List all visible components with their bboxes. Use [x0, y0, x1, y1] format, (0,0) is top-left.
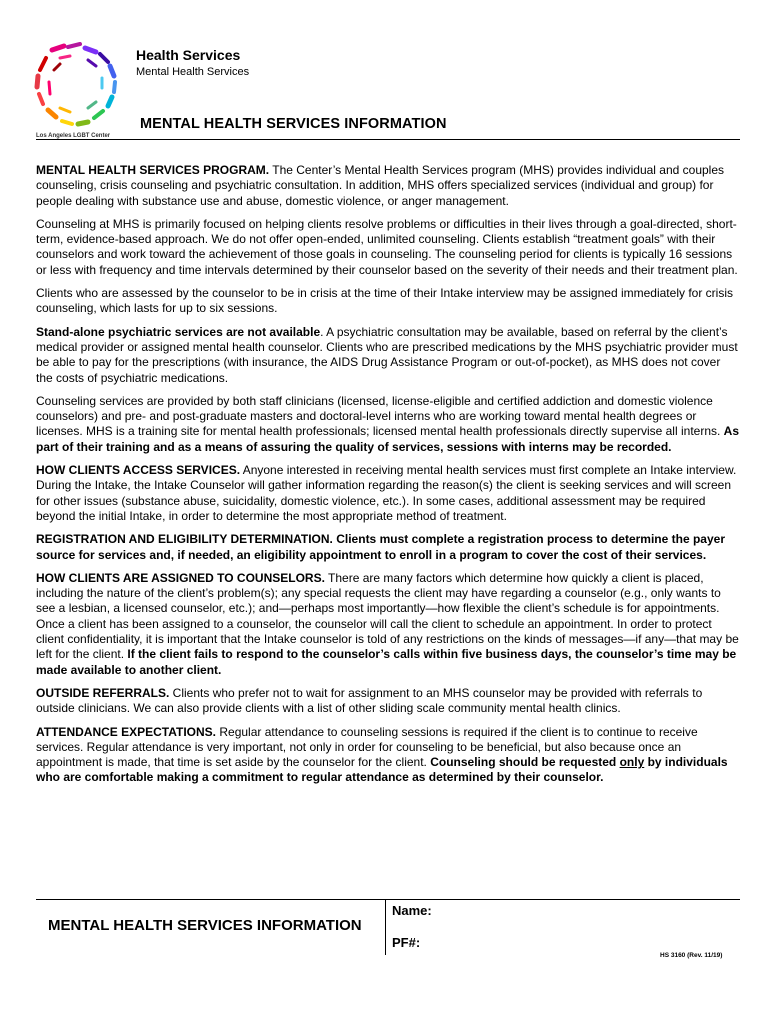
assignment-paragraph — [36, 571, 740, 678]
attendance-notice-end: by individuals who are comfortable making a commitment to regular attendance as determined by their counselor. — [36, 755, 728, 785]
header-title: Health Services — [136, 47, 241, 63]
registration-text: Clients must complete a registration process to determine the payer source for services and, if needed, an eligibility appointment to enroll in a program to cover the cost of their services. — [36, 532, 725, 562]
attendance-notice-emphasis: only — [619, 755, 645, 770]
assignment-notice: If the client fails to respond to the counselor’s calls within five business days, the counselor’s time may be made available to another client. — [36, 647, 737, 677]
attendance-heading: ATTENDANCE EXPECTATIONS. — [36, 724, 217, 739]
assignment-heading: HOW CLIENTS ARE ASSIGNED TO COUNSELORS. — [36, 570, 325, 585]
document-body — [36, 163, 740, 794]
footer-divider — [36, 899, 740, 900]
access-heading: HOW CLIENTS ACCESS SERVICES. — [36, 463, 241, 478]
footer-title: MENTAL HEALTH SERVICES INFORMATION — [48, 917, 362, 934]
counseling-focus-text: Counseling at MHS is primarily focused on helping clients resolve problems or difficulties in their lives through a goal-directed, short-term, evidence-based approach. We do not offer open-ended, unlimited counseling. Clients establish “treatment goals” with their counselors and work toward the achievement of those goals in counseling. The counseling period for clients is typically 16 sessions or less with frequency and time intervals determined by their counselor based on the severity of their needs and their treatment plan. — [36, 216, 738, 277]
form-number: HS 3160 (Rev. 11/19) — [660, 952, 723, 959]
crisis-text: Clients who are assessed by the counselor to be in crisis at the time of their Intake interview may be assigned immediately for crisis counseling, which lasts for up to six sessions. — [36, 286, 733, 316]
referrals-paragraph — [36, 686, 740, 717]
document-title: MENTAL HEALTH SERVICES INFORMATION — [140, 116, 447, 132]
header-subtitle: Mental Health Services — [136, 66, 250, 78]
footer-column-divider — [385, 899, 386, 955]
psychiatric-text: . A psychiatric consultation may be available, based on referral by the client’s medical provider or assigned mental health counselor. Clients who are prescribed medications by the MHS psychiatric provider must be able to pay for the prescriptions (with insurance, the AIDS Drug Assistance Program or out-of-pocket), as MHS does not cover the costs of psychiatric medications. — [36, 324, 738, 385]
access-text: Anyone interested in receiving mental health services must first complete an Intake interview. During the Intake, the Intake Counselor will gather information regarding the reason(s) the client is seeking services and will screen for other issues (substance abuse, suicidality, domestic violence, etc.). In some cases, additional assessment may be required beyond the initial Intake, in order to determine the most appropriate method of treatment. — [36, 463, 737, 523]
title-divider — [36, 139, 740, 140]
providers-paragraph — [36, 394, 740, 455]
providers-text: Counseling services are provided by both staff clinicians (licensed, license-eligible and certified addiction and domestic violence counselors) and pre- and post-graduate masters and doctoral-level interns who are working toward mental health degrees or licenses. MHS is a training site for mental health professionals; licensed mental health professionals directly supervise all interns. — [36, 393, 724, 439]
providers-recording-notice: As part of their training and as a means of assuring the quality of services, sessions with interns may be recorded. — [36, 424, 740, 454]
referrals-text: Clients who prefer not to wait for assignment to an MHS counselor may be provided with referrals to outside clinicians. We can also provide clients with a list of other sliding scale community mental health clinics. — [36, 685, 703, 716]
logo-caption: Los Angeles LGBT Center — [36, 133, 111, 139]
registration-paragraph — [36, 532, 740, 563]
access-paragraph — [36, 463, 740, 524]
assignment-text: There are many factors which determine how quickly a client is placed, including the nature of the client’s problem(s); any special requests the client may have regarding a counselor (e.g., only wants to see a lesbian, a licensed counselor, etc.); and—perhaps most importantly—how flexible the client’s schedule is for appointments. Once a client has been assigned to a counselor, the counselor will call the client to schedule an appointment. In order to protect client confidentiality, it is important that the Intake counselor is told of any restrictions on the kinds of messages—if any—that may be left for the client. — [36, 570, 739, 662]
attendance-text: Regular attendance to counseling sessions is required if the client is to continue to receive services. Regular attendance is very important, not only in order for counseling to be beneficial, but also because once an appointment is made, that time is set aside by the counselor for the client. — [36, 724, 698, 770]
program-text: The Center’s Mental Health Services program (MHS) provides individual and couples counseling, crisis counseling and psychiatric consultation. In addition, MHS offers specialized services (individual and group) for people dealing with substance use and abuse, domestic violence, or anger management. — [36, 163, 725, 208]
psychiatric-paragraph — [36, 325, 740, 386]
attendance-notice-start: Counseling should be requested — [430, 755, 620, 770]
registration-heading: REGISTRATION AND ELIGIBILITY DETERMINATION. — [36, 532, 333, 547]
program-paragraph — [36, 163, 740, 209]
crisis-paragraph — [36, 286, 740, 317]
rainbow-circle-logo — [30, 42, 130, 134]
program-heading: MENTAL HEALTH SERVICES PROGRAM. — [36, 163, 270, 177]
counseling-focus-paragraph — [36, 217, 740, 278]
psychiatric-heading: Stand-alone psychiatric services are not available — [36, 324, 321, 339]
pf-number-field-label: PF#: — [392, 935, 421, 950]
name-field-label: Name: — [392, 903, 432, 918]
referrals-heading: OUTSIDE REFERRALS. — [36, 685, 170, 700]
attendance-paragraph — [36, 725, 740, 786]
